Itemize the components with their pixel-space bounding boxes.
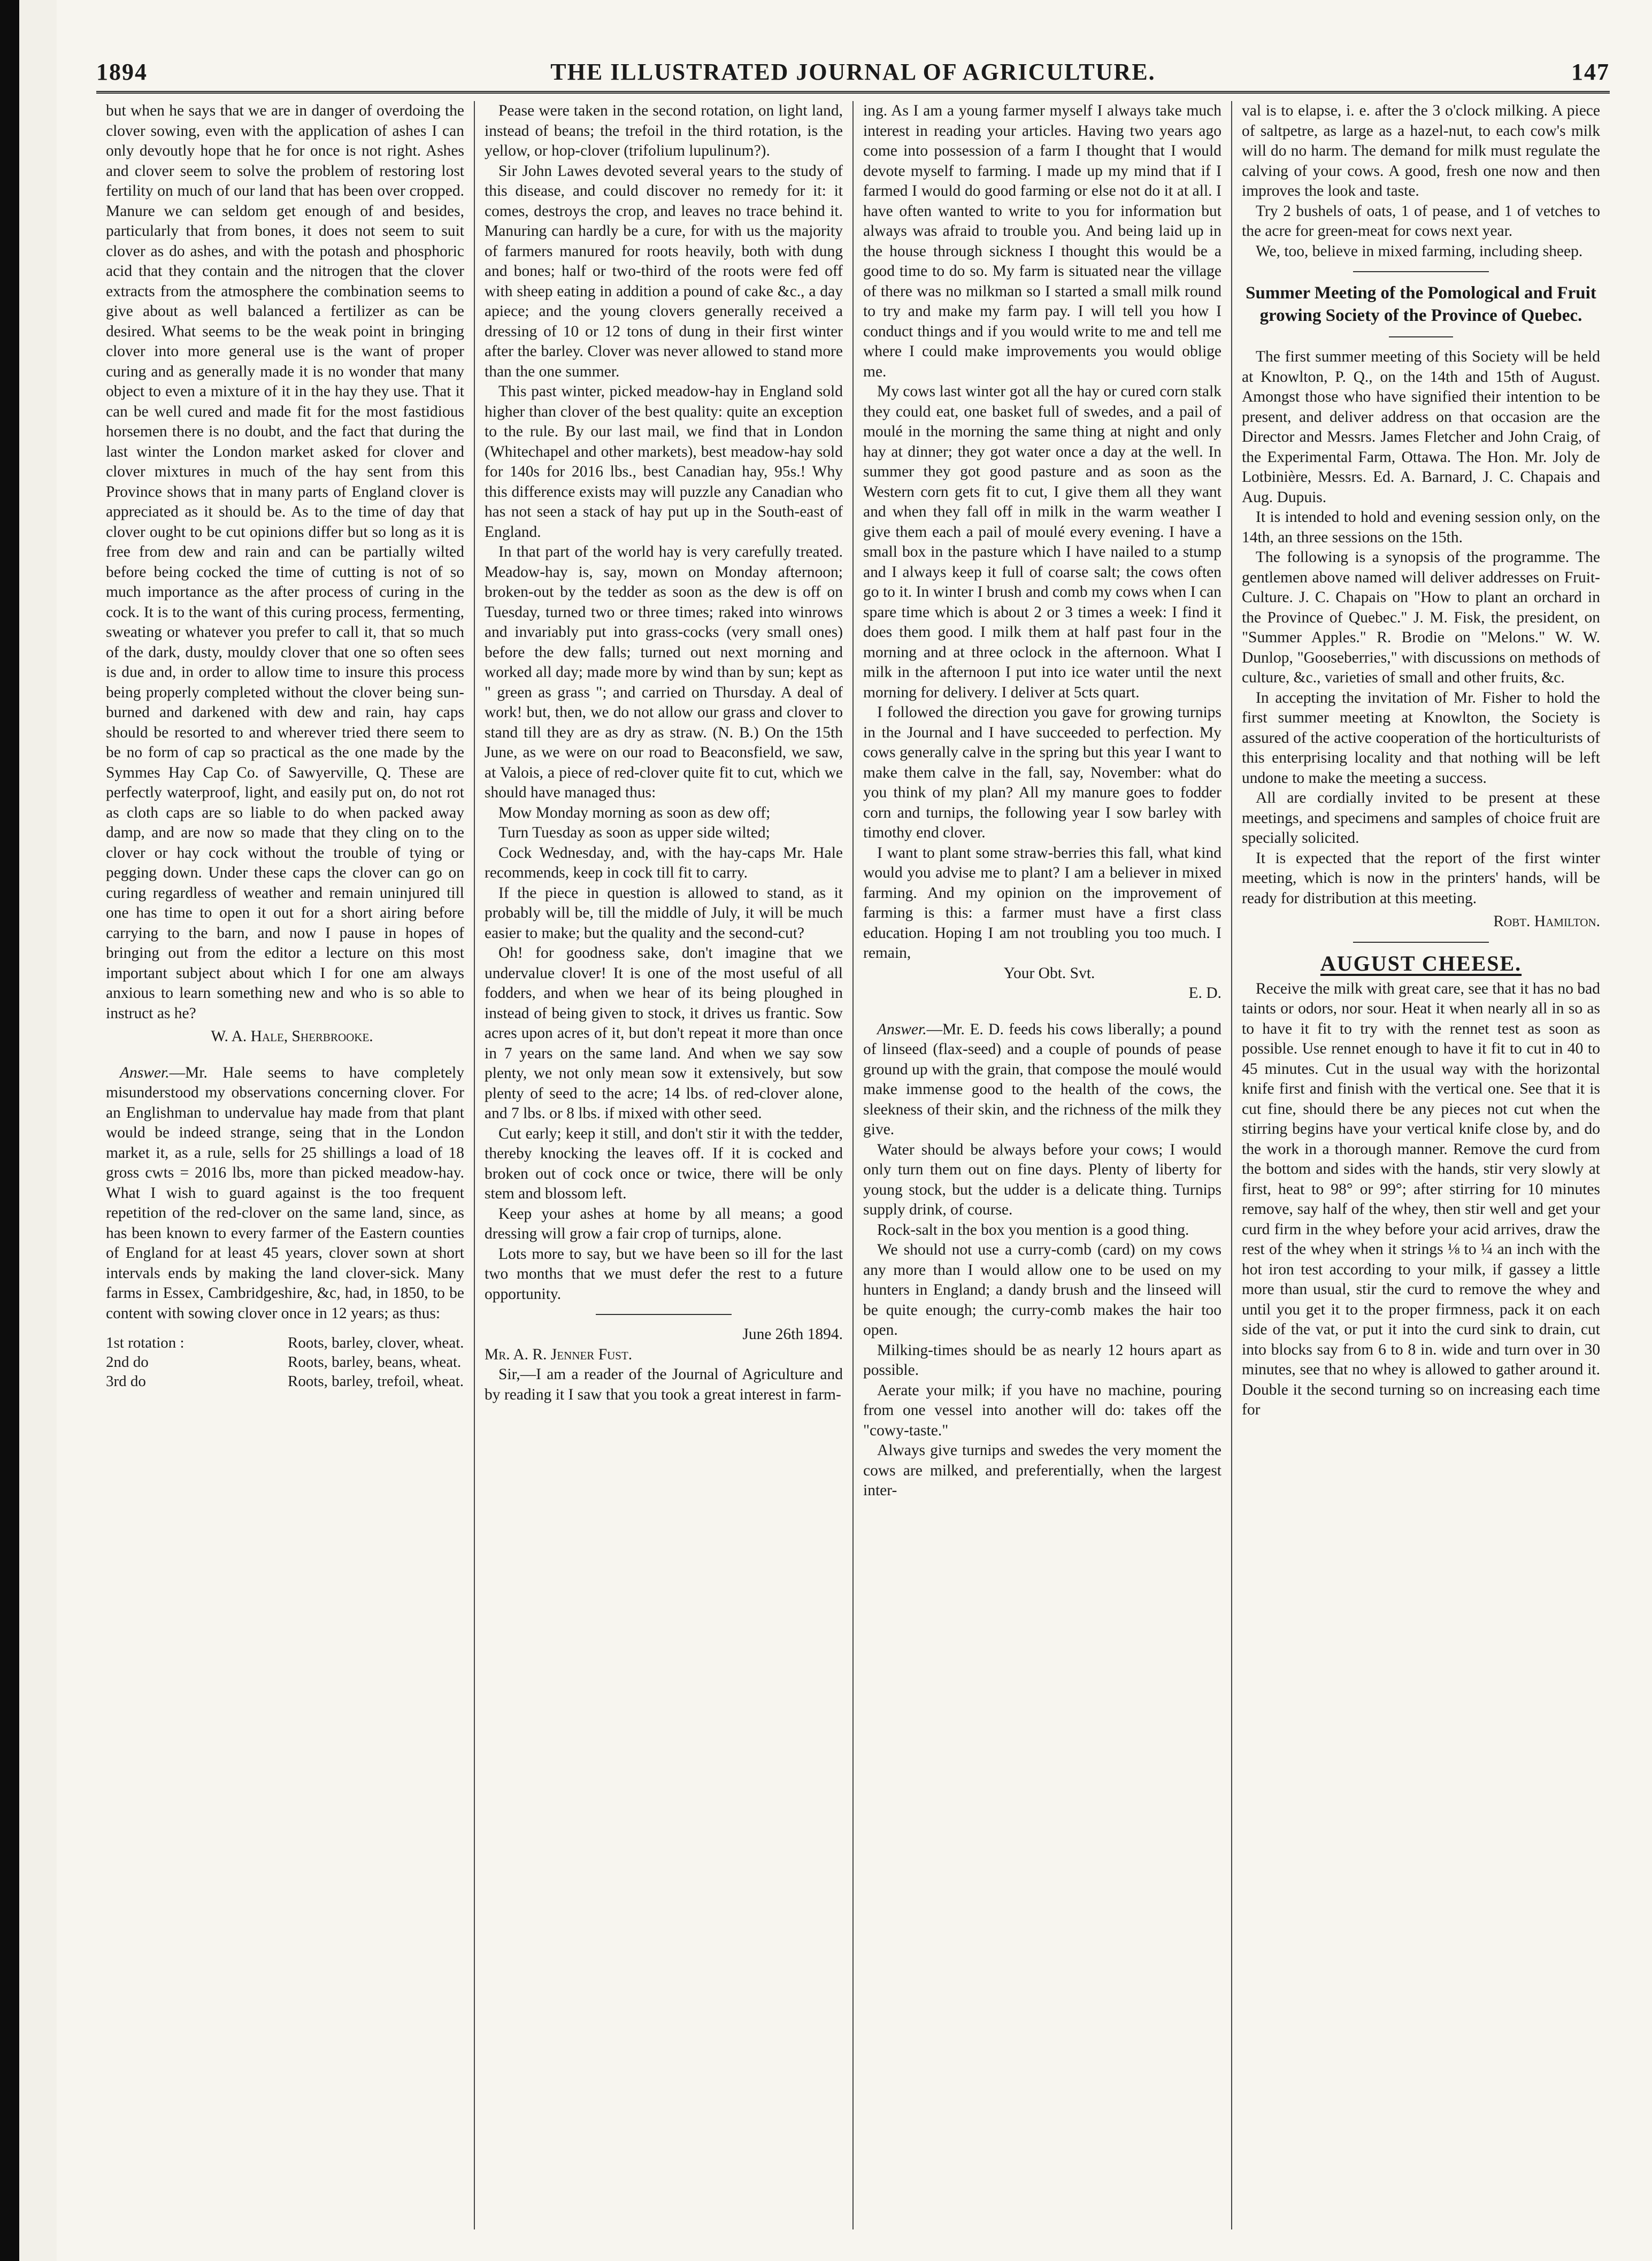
- divider: [1389, 336, 1454, 337]
- paragraph: The following is a synopsis of the programme. The gentlemen above named will deliver addresses on Fruit-Culture. J. C. Chapais on "How to plant an orchard in the Province of Quebec." J. M. Fisk, the president, on "Summer Apples." R. Brodie on "Melons." W. W. Dunlop, "Gooseberries," with discussions on methods of culture, &c., varieties of small and other fruits, &c.: [1242, 549, 1600, 686]
- paragraph: Mow Monday morning as soon as dew off;: [498, 804, 771, 821]
- letter-initials: E. D.: [1188, 985, 1221, 1002]
- paragraph: It is expected that the report of the first winter meeting, which is now in the printers' hands, will be ready for distribution at this meeting.: [1242, 849, 1600, 907]
- paragraph: but when he says that we are in danger of overdoing the clover sowing, even with the application of ashes I can only devoutly hope that he for once is not right. Ashes and clover seem to solve the problem of restoring lost fertility on much of our land that has been over cropped. Manure we can seldom get enough of and besides, particularly that from bones, it does not seem to suit clover as do ashes, and with the potash and phosphoric acid that they contain and the nitrogen that the clover extracts from the atmosphere the combination seems to give about as well balanced a fertilizer as can be desired. What seems to be the weak point in bringing clover into more general use is the want of proper curing and as generally made it is no wonder that many object to even a mixture of it in the hay they use. That it can be well cured and made fit for the most fastidious horsemen there is no doubt, and the fact that during the last winter the London market asked for clover and clover mixtures in much of the hay sent from this Province shows that in many parts of England clover is appreciated as it should be. As to the time of day that clover ought to be cut opinions differ but so long as it is free from dew and rain and can be partially wilted before being cocked the time of cutting is not of so much importance as the after process of curing in the cock. It is to the want of this curing process, fermenting, sweating or whatever you prefer to call it, that so much of the dark, dusty, mouldy clover that one so often sees is due and, in order to allow time to insure this process being properly completed without the clover being sun-burned and darkened with dew and rain, hay caps should be resorted to and wherever tried there seem to be no form of cap so practical as the one made by the Symmes Hay Cap Co. of Sawyerville, Q. These are perfectly waterproof, light, and easily put on, do not rot as cloth caps are so liable to do when packed away damp, and are now so made that they cling on to the clover or hay cock without the trouble of tying or pegging down. Under these caps the clover can go on curing regardless of weather and remain uninjured till one has time to open it out for a short airing before carrying to the barn, and now I pause in hopes of bringing out from the editor a lecture on this most important subject about which I for one am always anxious to learn something new and who is so able to instruct as he?: [106, 102, 464, 1022]
- page-number: 147: [1571, 59, 1610, 85]
- divider: [1353, 271, 1489, 272]
- paragraph: Lots more to say, but we have been so ill for the last two months that we must defer the rest to a future opportunity.: [485, 1245, 843, 1303]
- section-title-august-cheese: AUGUST CHEESE.: [1320, 951, 1522, 975]
- answer-label: Answer.: [877, 1020, 927, 1038]
- paragraph: ing. As I am a young farmer myself I always take much interest in reading your articles. Having two years ago come into possession of a farm I thought that I would devote myself to farming. I made up my mind that if I farmed I would do good farming or else not do it at all. I have often wanted to write to you for information but always was afraid to trouble you. And being laid up in the house through sickness I thought this would be a good time to do so. My farm is situated near the village of there was no milkman so I started a small milk round to try and make my farm pay. I will tell you how I conduct things and if you would write to me and tell me where I could make improvements you would oblige me.: [863, 102, 1221, 380]
- paragraph: It is intended to hold and evening session only, on the 14th, an three sessions on the 15th.: [1242, 509, 1600, 546]
- page-header: [96, 43, 1610, 94]
- paragraph: Keep your ashes at home by all means; a good dressing will grow a fair crop of turnips, alone.: [485, 1205, 843, 1242]
- spacer: [106, 1047, 464, 1063]
- paragraph: Rock-salt in the box you mention is a good thing.: [877, 1221, 1189, 1239]
- header-year: 1894: [96, 59, 148, 85]
- answer-label: Answer.: [120, 1064, 170, 1081]
- paragraph: The first summer meeting of this Society will be held at Knowlton, P. Q., on the 14th and 15th of August. Amongst those who have signified their intention to be present, and deliver address on that occasion are the Director and Messrs. James Fletcher and John Craig, of the Experimental Farm, Ottawa. The Hon. Mr. Joly de Lotbinière, Messrs. Ed. A. Barnard, J. C. Chapais and Aug. Dupuis.: [1242, 348, 1600, 506]
- paragraph: All are cordially invited to be present at these meetings, and specimens and samples of choice fruit are specially solicited.: [1242, 789, 1600, 847]
- paragraph: Always give turnips and swedes the very moment the cows are milked, and preferentially, when the largest inter-: [863, 1442, 1221, 1499]
- paragraph: This past winter, picked meadow-hay in England sold higher than clover of the best quality: quite an exception to the rule. By our last mail, we find that in London (Whitechapel and other markets), best meadow-hay sold for 140s for 2016 lbs., best Canadian hay, 95s.! Why this difference exists may will puzzle any Canadian who has not seen a stack of hay put up in the South-east of England.: [485, 383, 843, 541]
- paragraph: I want to plant some straw-berries this fall, what kind would you advise me to plant? I am a believer in mixed farming. And my opinion on the improvement of farming is this: a farmer must have a first class education. Hoping I am not troubling you too much. I remain,: [863, 844, 1221, 962]
- journal-page: [96, 43, 1610, 2235]
- answer-paragraph: [106, 1063, 464, 1324]
- paragraph: We, too, believe in mixed farming, including sheep.: [1256, 242, 1583, 260]
- letter-closing: Your Obt. Svt.: [1003, 964, 1095, 982]
- rotation-crops: Roots, barley, beans, wheat.: [288, 1353, 462, 1371]
- paragraph: Milking-times should be as nearly 12 hours apart as possible.: [863, 1341, 1221, 1379]
- paragraph: Pease were taken in the second rotation, on light land, instead of beans; the trefoil in the third rotation, is the yellow, or hop-clover (trifolium lupulinum?).: [485, 102, 843, 159]
- rotation-crops: Roots, barley, trefoil, wheat.: [288, 1373, 464, 1390]
- paragraph: Sir John Lawes devoted several years to the study of this disease, and could discover no remedy for it: it comes, destroys the crop, and leaves no trace behind it. Manuring can hardly be a cure, for with us the majority of farmers manured for roots heavily, both with dung and bones; half or two-third of the roots were fed off with sheep eating in addition a pound of cake &c., a day apiece; and the young clovers generally received a dressing of 10 or 12 tons of dung in their first winter after the barley. Clover was never allowed to stand more than the one summer.: [485, 162, 843, 380]
- paragraph: Cut early; keep it still, and don't stir it with the tedder, thereby knocking the leaves off. If it is cocked and broken out of cock once or twice, there will be only stem and blossom left.: [485, 1125, 843, 1202]
- paragraph: Sir,—I am a reader of the Journal of Agriculture and by reading it I saw that you took a great interest in farm-: [485, 1366, 843, 1403]
- paragraph: val is to elapse, i. e. after the 3 o'clock milking. A piece of saltpetre, as large as a hazel-nut, to each cow's milk will do no harm. The demand for milk must regulate the calving of your cows. A good, fresh one now and then improves the look and taste.: [1242, 102, 1600, 199]
- paragraph: Receive the milk with great care, see that it has no bad taints or odors, nor sour. Heat it when nearly all in so as to have it fit to try with the rennet test as soon as possible. Use rennet enough to have it fit to cut in 40 to 45 minutes. Cut in the usual way with the horizontal knife first and finish with the vertical one. See that it is cut fine, should there be any pieces not cut when the stirring begins have your vertical knife close by, and do the work in a thorough manner. Remove the curd from the bottom and sides with the hands, stir very slowly at first, heat to 98° or 99°; after stirring for 10 minutes remove, say half of the whey, then stir well and get your curd firm in the whey before your acid arrives, draw the rest of the whey when it strings ⅛ to ¼ an inch with the hot iron test according to your milk, if gassey a little more than usual, stir the curd to remove the whey and until you get it to the proper firmness, pack it on each side of the vat, or put it into the curd sink to drain, cut into blocks say from 6 to 8 in. wide and turn over in 30 minutes, see that no whey is allowed to gather around it. Double it the second turning so on increasing each time for: [1242, 980, 1600, 1418]
- answer-text: —Mr. Hale seems to have completely misunderstood my observations concerning clover. For an Englishman to undervalue hay made from that plant would be indeed strange, seing that in the London market it, as a rule, sells for 25 shillings a load of 18 gross cwts = 2016 lbs, more than picked meadow-hay. What I wish to guard against is the too frequent repetition of the red-clover on the same land, since, as has been known to every farmer of the Eastern counties of England for at least 45 years, clover sown at short intervals ends by making the land clover-sick. Many farms in Essex, Cambridgeshire, &c, had, in 1850, to be content with sowing clover once in 12 years; as thus:: [106, 1064, 464, 1322]
- paragraph: Oh! for goodness sake, don't imagine that we undervalue clover! It is one of the most useful of all fodders, and when we hear of its being ploughed in instead of being given to stock, it drives us frantic. Sow acres upon acres of it, but don't repeat it more than once in 7 years on the same land. And when we say sow plenty, we not only mean sow it extensively, but sow plenty of seed to the acre; 14 lbs. of red-clover alone, and 7 lbs. or 8 lbs. if mixed with other seed.: [485, 944, 843, 1122]
- divider: [596, 1314, 732, 1315]
- spacer: [863, 1004, 1221, 1020]
- rotation-label: 1st rotation :: [106, 1334, 185, 1351]
- paragraph: We should not use a curry-comb (card) on my cows any more than I would allow one to be used on my hunters in England; a dandy brush and the linseed will be quite enough; the curry-comb makes the hair too open.: [863, 1241, 1221, 1339]
- paragraph: If the piece in question is allowed to stand, as it probably will be, till the middle of July, it will be much easier to make; but the quality and the second-cut?: [485, 884, 843, 942]
- section-title-pomological: Summer Meeting of the Pomological and Fruit growing Society of the Province of Quebec.: [1246, 283, 1596, 325]
- rotation-crops: Roots, barley, clover, wheat.: [288, 1334, 464, 1351]
- paragraph: Turn Tuesday as soon as upper side wilted;: [498, 824, 770, 841]
- paragraph: Aerate your milk; if you have no machine, pouring from one vessel into another will do: takes off the "cowy-taste.": [863, 1381, 1221, 1439]
- answer-paragraph: [863, 1020, 1221, 1140]
- column-3: [852, 101, 1231, 2229]
- paragraph: Cock Wednesday, and, with the hay-caps Mr. Hale recommends, keep in cock till fit to carry.: [485, 844, 843, 881]
- paragraph: In accepting the invitation of Mr. Fisher to hold the first summer meeting at Knowlton, the Society is assured of the active cooperation of the horticulturists of this enterprising locality and that nothing will be left undone to make the meeting a success.: [1242, 689, 1600, 787]
- paragraph: Water should be always before your cows; I would only turn them out on fine days. Plenty of liberty for young stock, but the udder is a delicate thing. Turnips supply drink, of course.: [863, 1141, 1221, 1218]
- column-2: [474, 101, 852, 2229]
- paragraph: My cows last winter got all the hay or cured corn stalk they could eat, one basket full of swedes, and a pail of moulé in the morning the same thing at night and only hay at dinner; they got water once a day at the well. In summer they got good pasture and as soon as the Western corn gets fit to cut, I give them all they want and when they fall off in milk in the warm weather I give them each a pail of moulé every evening. I have a small box in the pasture which I have nailed to a stump and I always keep it full of coarse salt; the cows often go to it. In winter I brush and comb my cows when I can spare time which is about 2 or 3 times a week: I find it does them good. I milk them at half past four in the morning and at three oclock in the afternoon. What I milk in the afternoon I put into ice water until the next morning for delivery. I deliver at 5cts quart.: [863, 383, 1221, 701]
- letter-date: June 26th 1894.: [742, 1326, 843, 1343]
- rotation-label: 2nd do: [106, 1353, 149, 1371]
- rotation-label: 3rd do: [106, 1373, 146, 1390]
- column-1: [96, 101, 474, 2229]
- signature-hale: W. A. Hale, Sherbrooke.: [211, 1028, 373, 1045]
- paragraph: Try 2 bushels of oats, 1 of pease, and 1 of vetches to the acre for green-meat for cows next year.: [1242, 202, 1600, 240]
- paragraph: I followed the direction you gave for growing turnips in the Journal and I have succeeded to perfection. My cows generally calve in the spring but this year I want to make them calve in the fall, say, November: what do you think of my plan? All my manure goes to fodder corn and turnips, the following year I sow barley with timothy end clover.: [863, 704, 1221, 841]
- column-4: [1231, 101, 1610, 2229]
- letter-addressee: Mr. A. R. Jenner Fust.: [485, 1345, 633, 1363]
- rotation-table: [106, 1333, 464, 1391]
- divider: [1353, 942, 1489, 943]
- answer-text: —Mr. E. D. feeds his cows liberally; a pound of linseed (flax-seed) and a couple of pounds of pease ground up with the grain, that compose the moulé would make immense good to the health of the cows, the sleekness of their skin, and the richness of the milk they give.: [863, 1020, 1221, 1138]
- binding-strip: [0, 0, 19, 2261]
- journal-title: THE ILLUSTRATED JOURNAL OF AGRICULTURE.: [550, 59, 1156, 85]
- text-columns: [96, 101, 1610, 2229]
- signature-hamilton: Robt. Hamilton.: [1493, 913, 1600, 930]
- page-margin: [19, 0, 57, 2261]
- paragraph: In that part of the world hay is very carefully treated. Meadow-hay is, say, mown on Monday afternoon; broken-out by the tedder as soon as the dew is off on Tuesday, turned two or three times; raked into winrows and invariably put into grass-cocks (very small ones) before the dew falls; turned out next morning and worked all day; made more by wind than by sun; kept as " green as grass "; and carried on Thursday. A deal of work! but, then, we do not allow our grass and clover to stand till they are as dry as straw. (N. B.) On the 15th June, as we were on our road to Beaconsfield, we saw, at Valois, a piece of red-clover quite fit to cut, which we should have managed thus:: [485, 543, 843, 801]
